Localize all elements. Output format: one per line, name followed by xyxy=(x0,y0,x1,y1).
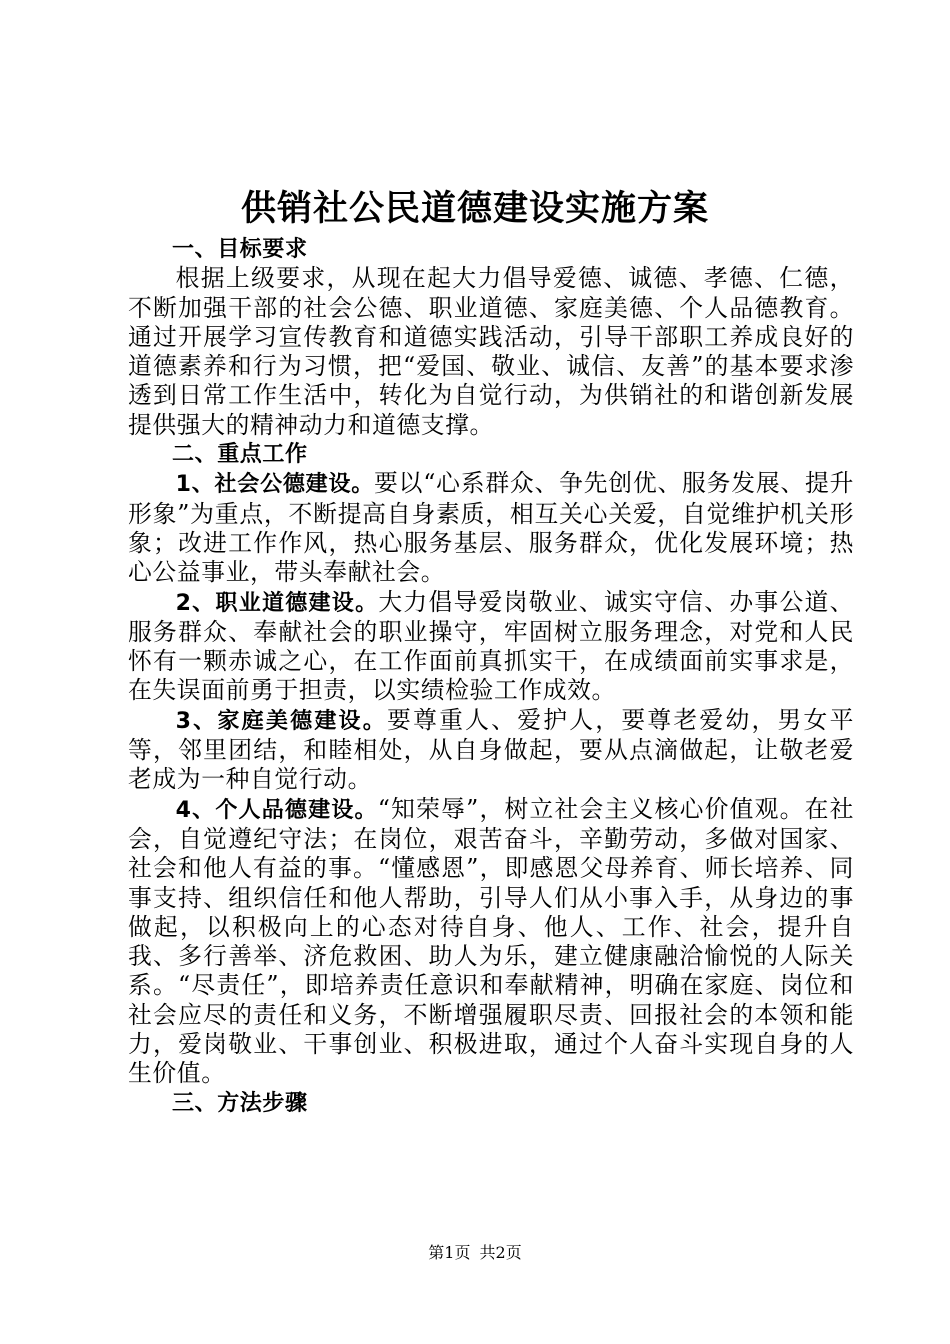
paragraph-text: 要尊重人、爱护人，要尊老爱幼，男女平等，邻里团结，和睦相处，从自身做起，要从点滴做起，让敬老爱老成为一种自觉行动。 xyxy=(128,705,854,794)
paragraph-text: 根据上级要求，从现在起大力倡导爱德、诚德、孝德、仁德，不断加强干部的社会公德、职业道德、家庭美德、个人品德教育。通过开展学习宣传教育和道德实践活动，引导干部职工养成良好的道德素养和行为习惯，把“爱国、敬业、诚信、友善”的基本要求渗透到日常工作生活中，转化为自觉行动，为供销社的和谐创新发展提供强大的精神动力和道德支撑。 xyxy=(128,264,854,439)
paragraph-goals xyxy=(128,264,854,440)
section-heading-key-work: 二、重点工作 xyxy=(172,442,308,468)
paragraph-text: 大力倡导爱岗敬业、诚实守信、办事公道、服务群众、奉献社会的职业操守，牢固树立服务理念，对党和人民怀有一颗赤诚之心，在工作面前真抓实干，在成绩面前实事求是，在失误面前勇于担责，以实绩检验工作成效。 xyxy=(128,587,854,705)
paragraph-lead: 3、家庭美德建设。 xyxy=(175,708,388,734)
page-title: 供销社公民道德建设实施方案 xyxy=(240,189,709,229)
paragraph-lead: 1、社会公德建设。 xyxy=(175,472,375,498)
paragraph-social-ethics xyxy=(128,469,854,587)
section-heading-goals: 一、目标要求 xyxy=(172,237,308,262)
page-total: 共2页 xyxy=(479,1243,522,1262)
paragraph-lead: 2、职业道德建设。 xyxy=(175,590,379,616)
paragraph-text: 要以“心系群众、争先创优、服务发展、提升形象”为重点，不断提高自身素质，相互关心关爱，自觉维护机关形象；改进工作作风，热心服务基层、服务群众，优化发展环境；热心公益事业，带头奉献社会。 xyxy=(128,469,854,587)
paragraph-professional-ethics xyxy=(128,588,854,706)
paragraph-lead: 4、个人品德建设。 xyxy=(175,797,378,823)
paragraph-family-virtues xyxy=(128,706,854,795)
section-heading-methods: 三、方法步骤 xyxy=(172,1090,308,1116)
page-number: 第1页 xyxy=(428,1243,471,1262)
paragraph-personal-morality xyxy=(128,795,854,1089)
document-body xyxy=(128,235,854,1118)
page-footer xyxy=(0,1242,950,1264)
paragraph-text: “知荣辱”，树立社会主义核心价值观。在社会，自觉遵纪守法；在岗位，艰苦奋斗，辛勤劳动，多做对国家、社会和他人有益的事。“懂感恩”，即感恩父母养育、师长培养、同事支持、组织信任和他人帮助，引导人们从小事入手，从身边的事做起，以积极向上的心态对待自身、他人、工作、社会，提升自我、多行善举、济危救困、助人为乐，建立健康融洽愉悦的人际关系。“尽责任”，即培养责任意识和奉献精神，明确在家庭、岗位和社会应尽的责任和义务，不断增强履职尽责、回报社会的本领和能力，爱岗敬业、干事创业、积极进取，通过个人奋斗实现自身的人生价值。 xyxy=(128,794,854,1088)
